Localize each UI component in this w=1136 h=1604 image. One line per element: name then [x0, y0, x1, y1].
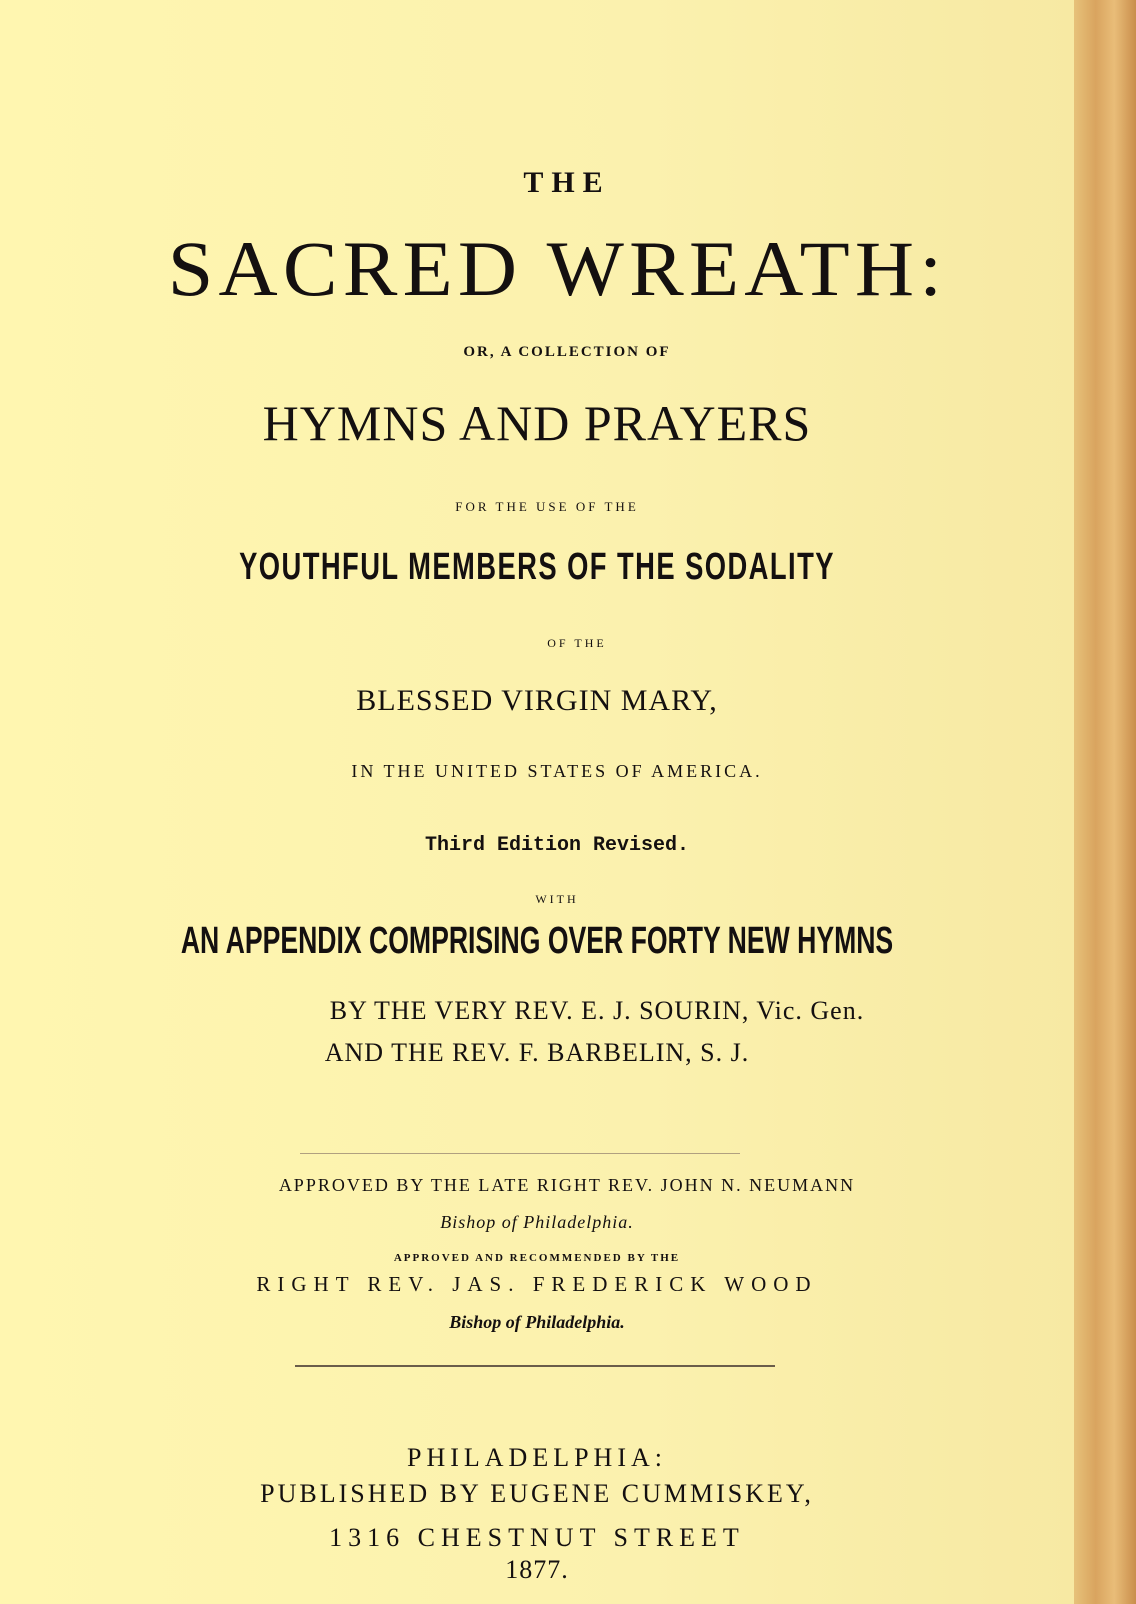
- appendix-line: AN APPENDIX COMPRISING OVER FORTY NEW HYMNS: [180, 920, 894, 962]
- author-line-2: AND THE REV. F. BARBELIN, S. J.: [324, 1038, 750, 1067]
- imprint-year: 1877.: [505, 1555, 569, 1584]
- divider-rule: [300, 1153, 740, 1154]
- imprint-address: 1316 CHESTNUT STREET: [329, 1523, 745, 1552]
- edition-line: Third Edition Revised.: [424, 834, 690, 857]
- with-line: WITH: [535, 892, 579, 906]
- book-title: SACRED WREATH:: [167, 225, 948, 312]
- for-use-line: FOR THE USE OF THE: [455, 499, 639, 514]
- imprint-publisher: PUBLISHED BY EUGENE CUMMISKEY,: [260, 1479, 814, 1508]
- blessed-virgin-line: BLESSED VIRGIN MARY,: [356, 684, 718, 717]
- bishop-line-2: Bishop of Philadelphia.: [449, 1312, 625, 1332]
- divider-rule: [295, 1365, 775, 1367]
- imprint-city: PHILADELPHIA:: [407, 1443, 667, 1472]
- members-line: YOUTHFUL MEMBERS OF THE SODALITY: [239, 546, 835, 588]
- book-subtitle: HYMNS AND PRAYERS: [262, 395, 812, 451]
- page-edge: [1074, 0, 1136, 1604]
- subtitle-intro: OR, A COLLECTION OF: [463, 344, 671, 360]
- approver-name: RIGHT REV. JAS. FREDERICK WOOD: [256, 1272, 818, 1296]
- of-the-line: OF THE: [547, 636, 607, 650]
- approval-line-1: APPROVED BY THE LATE RIGHT REV. JOHN N. NEUMANN: [278, 1175, 856, 1195]
- title-article: THE: [523, 166, 611, 199]
- approval-line-2: APPROVED AND RECOMMENDED BY THE: [393, 1252, 681, 1264]
- author-line-1: BY THE VERY REV. E. J. SOURIN, Vic. Gen.: [329, 996, 865, 1025]
- bishop-line-1: Bishop of Philadelphia.: [440, 1212, 634, 1232]
- country-line: IN THE UNITED STATES OF AMERICA.: [351, 761, 763, 781]
